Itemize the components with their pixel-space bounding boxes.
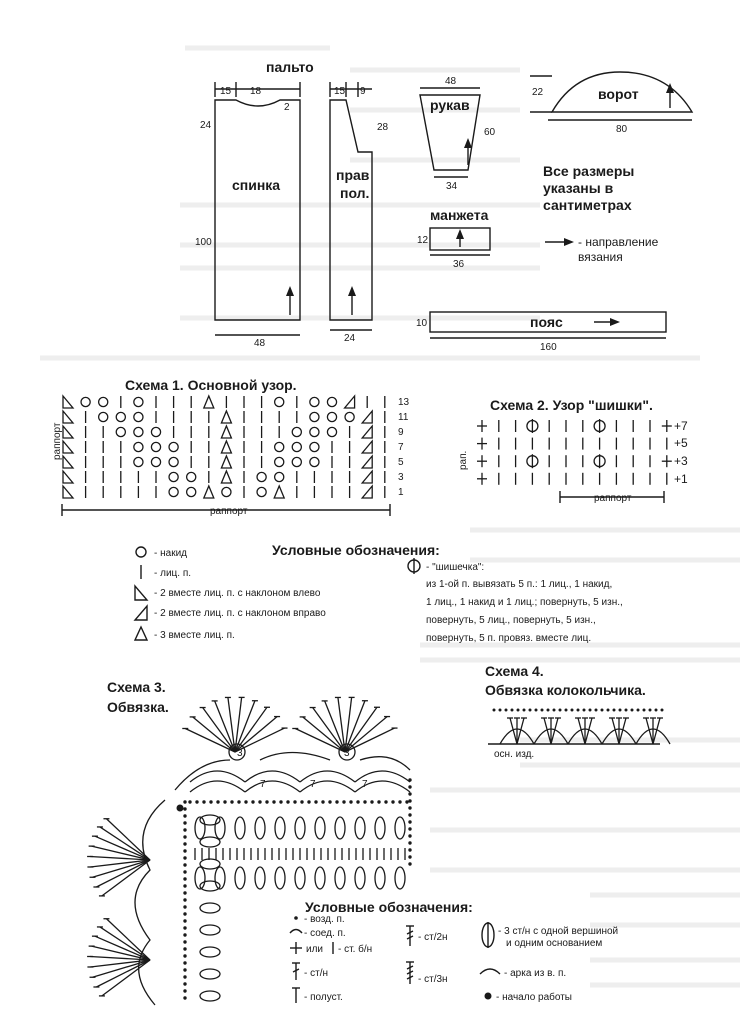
chain-dot: [183, 870, 186, 873]
cuff-dim-height: 12: [417, 235, 429, 246]
chain-dot: [408, 792, 411, 795]
chain-dot: [183, 933, 186, 936]
chain-dot: [209, 800, 212, 803]
belt-label: пояс: [530, 314, 563, 330]
chain-dot: [265, 800, 268, 803]
scheme-2-bottom-rapport: раппорт: [594, 493, 632, 504]
scheme-1-row-13: 13: [398, 397, 410, 408]
chain-dot: [183, 856, 186, 859]
chain-dot: [541, 709, 544, 712]
chain-dot: [251, 800, 254, 803]
chain-dot: [408, 848, 411, 851]
scheme-4-base-label: осн. изд.: [494, 749, 535, 760]
chain-dot: [244, 800, 247, 803]
belt-dim-height: 10: [416, 318, 428, 329]
legend-k2tog-left: [135, 586, 321, 600]
scheme-2-row-1: +1: [674, 472, 688, 486]
sizes-note-line-3: сантиметрах: [543, 197, 632, 213]
legend-dc-text: - ст/н: [304, 968, 328, 979]
scheme-1-title: Схема 1. Основной узор.: [125, 377, 297, 393]
scheme-1-row-5: 5: [398, 457, 404, 468]
chain-dot: [202, 800, 205, 803]
legend-cluster-text-2: и одним основанием: [506, 938, 603, 949]
sizes-note-line-1: Все размеры: [543, 163, 635, 179]
chain-dot: [363, 800, 366, 803]
scheme-2-row-7: +7: [674, 419, 688, 433]
chain-dot: [349, 800, 352, 803]
chain-dot: [643, 709, 646, 712]
scheme-3-num-7a: 7: [260, 779, 266, 790]
chain-dot: [408, 799, 411, 802]
back-label: спинка: [232, 177, 281, 193]
legend-bobble-title: - "шишечка":: [426, 562, 485, 573]
chain-dot: [493, 709, 496, 712]
chain-dot: [183, 912, 186, 915]
legend-bobble-line-4: повернуть, 5 п. провяз. вместе лиц.: [426, 633, 592, 644]
start-point-icon: [485, 993, 492, 1000]
chain-dot: [195, 800, 198, 803]
front-dim-top-right: 9: [360, 86, 366, 97]
chain-dot: [631, 709, 634, 712]
chain-dot: [370, 800, 373, 803]
front-dim-neck: 28: [377, 122, 389, 133]
chain-dot: [183, 961, 186, 964]
legend-sc-or: или: [306, 944, 324, 955]
front-label-1: прав: [336, 167, 370, 183]
back-dim-top-left: 15: [220, 86, 232, 97]
chain-dot: [183, 807, 186, 810]
scheme-3-title-2: Обвязка.: [107, 699, 169, 715]
belt-dim-width: 160: [540, 342, 557, 353]
chain-dot: [553, 709, 556, 712]
direction-note-2: вязания: [578, 250, 623, 264]
chain-dot: [571, 709, 574, 712]
chain-dot: [601, 709, 604, 712]
chain-dot: [258, 800, 261, 803]
scheme-3-title-1: Схема 3.: [107, 679, 166, 695]
back-dim-height: 100: [195, 237, 212, 248]
legend-hdc-text: - полуст.: [304, 992, 343, 1003]
chain-dot: [307, 800, 310, 803]
chain-dot: [619, 709, 622, 712]
chain-dot: [293, 800, 296, 803]
back-dim-top-right: 18: [250, 86, 262, 97]
collar-dim-width: 80: [616, 124, 628, 135]
scheme-1-row-3: 3: [398, 472, 404, 483]
sleeve-label: рукав: [430, 97, 470, 113]
chain-dot: [335, 800, 338, 803]
front-dim-width: 24: [344, 333, 356, 344]
chain-dot: [577, 709, 580, 712]
legend-1-title: Условные обозначения:: [272, 542, 440, 558]
scheme-1-bottom-rapport: раппорт: [210, 506, 248, 517]
chain-dot: [523, 709, 526, 712]
sleeve-dim-bottom: 34: [446, 181, 458, 192]
legend-k2tog-left-text: - 2 вместе лиц. п. с наклоном влево: [154, 588, 321, 599]
chain-dot: [321, 800, 324, 803]
chain-dot: [405, 800, 408, 803]
chain-dot: [583, 709, 586, 712]
legend-2-title: Условные обозначения:: [305, 899, 473, 915]
chain-dot: [183, 835, 186, 838]
coat-label: пальто: [266, 59, 314, 75]
sizes-note-line-2: указаны в: [543, 180, 614, 196]
chain-dot: [183, 940, 186, 943]
chain-dot: [661, 709, 664, 712]
chain-dot: [511, 709, 514, 712]
legend-knit-text: - лиц. п.: [154, 568, 192, 579]
chain-dot: [216, 800, 219, 803]
direction-note-1: - направление: [578, 235, 659, 249]
legend-slip-text: - соед. п.: [304, 928, 346, 939]
back-dim-neck: 2: [284, 102, 290, 113]
chain-dot: [637, 709, 640, 712]
chain-dot: [183, 800, 186, 803]
chain-dot: [237, 800, 240, 803]
scheme-1-side-rapport: раппорт: [52, 422, 63, 460]
chain-dot: [183, 947, 186, 950]
scheme-2-row-3: +3: [674, 454, 688, 468]
chain-dot: [589, 709, 592, 712]
chain-dot: [300, 800, 303, 803]
scheme-4-title-2: Обвязка колокольчика.: [485, 682, 646, 698]
chain-dot: [408, 806, 411, 809]
sleeve-dim-top: 48: [445, 76, 457, 87]
legend-cluster-text-1: - 3 ст/н с одной вершиной: [498, 926, 619, 937]
scheme-3-num-3a: 3: [237, 748, 243, 759]
chain-dot: [655, 709, 658, 712]
chain-dot: [183, 842, 186, 845]
chain-dot: [183, 828, 186, 831]
chain-dot: [183, 968, 186, 971]
legend-sc-text: - ст. б/н: [338, 944, 373, 955]
chain-dot: [183, 989, 186, 992]
back-dim-side: 24: [200, 120, 212, 131]
chain-dot: [328, 800, 331, 803]
legend-k2tog-right: [135, 606, 326, 620]
scheme-1-row-11: 11: [398, 412, 409, 423]
chain-dot: [230, 800, 233, 803]
legend-chain-text: - возд. п.: [304, 914, 345, 925]
chain-dot: [408, 862, 411, 865]
chain-dot: [505, 709, 508, 712]
cuff-dim-width: 36: [453, 259, 465, 270]
legend-yarn-over-text: - накид: [154, 548, 187, 559]
chain-dot: [183, 877, 186, 880]
chain-dot: [535, 709, 538, 712]
chain-dot: [408, 813, 411, 816]
chain-dot: [183, 891, 186, 894]
chain-dot: [547, 709, 550, 712]
legend-arch-text: - арка из в. п.: [504, 968, 567, 979]
chain-dot: [391, 800, 394, 803]
chain-dot: [183, 884, 186, 887]
chain-dot: [408, 827, 411, 830]
chain-dot: [183, 814, 186, 817]
legend-start: [485, 991, 573, 1003]
front-dim-top-left: 15: [334, 86, 346, 97]
front-label-2: пол.: [340, 185, 370, 201]
chain-dot: [356, 800, 359, 803]
chain-dot: [408, 785, 411, 788]
legend-start-text: - начало работы: [496, 992, 572, 1003]
chain-dot: [183, 954, 186, 957]
scheme-2-row-5: +5: [674, 436, 688, 450]
legend-k2tog-right-text: - 2 вместе лиц. п. с наклоном вправо: [154, 608, 326, 619]
chain-dot: [613, 709, 616, 712]
chain-dot: [183, 905, 186, 908]
chain-dot: [223, 800, 226, 803]
chain-dot: [377, 800, 380, 803]
chain-dot: [408, 820, 411, 823]
chain-dot: [183, 996, 186, 999]
back-dim-width: 48: [254, 338, 266, 349]
chain-dot: [517, 709, 520, 712]
legend-bobble-line-1: из 1-ой п. вывязать 5 п.: 1 лиц., 1 накид,: [426, 579, 613, 590]
legend-tr-text: - ст/2н: [418, 932, 448, 943]
scheme-4-title-1: Схема 4.: [485, 663, 544, 679]
chain-dot: [595, 709, 598, 712]
chain-dot: [188, 800, 191, 803]
collar-dim-height: 22: [532, 87, 544, 98]
chain-dot: [398, 800, 401, 803]
legend-dtr-text: - ст/3н: [418, 974, 448, 985]
cuff-label: манжета: [430, 207, 489, 223]
scheme-3-num-7c: 7: [362, 779, 368, 790]
legend-bobble-line-3: повернуть, 5 лиц., повернуть, 5 изн.,: [426, 615, 596, 626]
scheme-1-row-1: 1: [398, 487, 404, 498]
scheme-2-side-rapport: рап.: [458, 450, 469, 470]
chain-dot: [529, 709, 532, 712]
chain-dot: [625, 709, 628, 712]
chain-dot: [408, 855, 411, 858]
chain-dot: [559, 709, 562, 712]
chain-dot: [286, 800, 289, 803]
chain-dot: [649, 709, 652, 712]
scheme-3-num-3b: 3: [344, 748, 350, 759]
chain-dot: [342, 800, 345, 803]
scheme-2-title: Схема 2. Узор "шишки".: [490, 397, 653, 413]
legend-k3tog-text: - 3 вместе лиц. п.: [154, 630, 235, 641]
chain-dot: [183, 849, 186, 852]
scheme-1-row-7: 7: [398, 442, 404, 453]
chain-dot: [183, 919, 186, 922]
chain-dot: [408, 841, 411, 844]
chain-dot: [499, 709, 502, 712]
chain-stitch-icon: [294, 916, 298, 920]
chain-dot: [384, 800, 387, 803]
chain-dot: [183, 898, 186, 901]
chain-dot: [607, 709, 610, 712]
chain-dot: [565, 709, 568, 712]
chain-dot: [279, 800, 282, 803]
chain-dot: [183, 926, 186, 929]
chain-dot: [314, 800, 317, 803]
scheme-3-num-7b: 7: [310, 779, 316, 790]
chain-dot: [183, 975, 186, 978]
chain-dot: [408, 834, 411, 837]
chain-dot: [183, 821, 186, 824]
scheme-1-row-9: 9: [398, 427, 404, 438]
chain-dot: [183, 863, 186, 866]
sleeve-dim-length: 60: [484, 127, 496, 138]
legend-bobble-line-2: 1 лиц., 1 накид и 1 лиц.; повернуть, 5 изн.,: [426, 597, 623, 608]
start-point-icon: [177, 805, 184, 812]
chain-dot: [272, 800, 275, 803]
collar-label: ворот: [598, 86, 639, 102]
chain-dot: [183, 982, 186, 985]
